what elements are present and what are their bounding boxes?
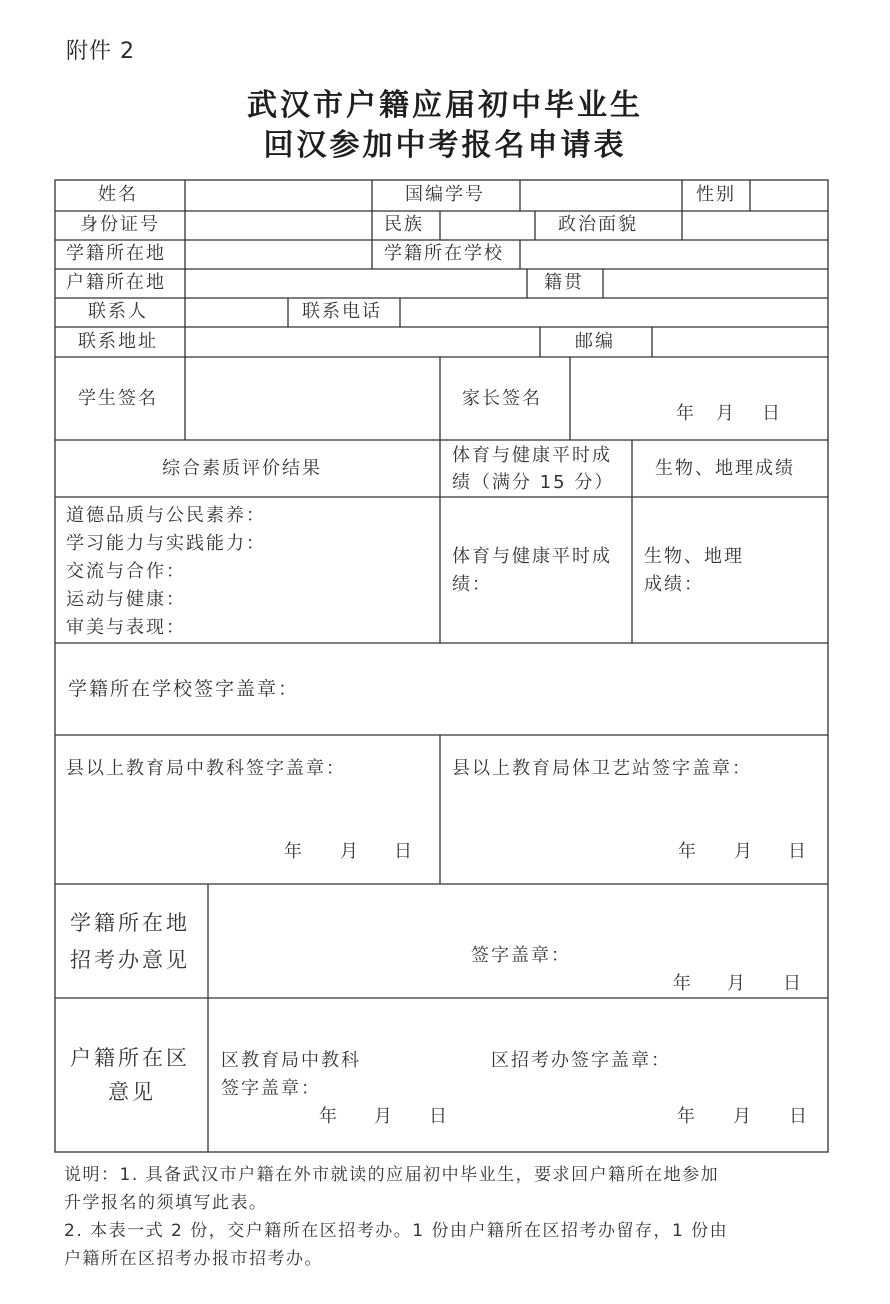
edu-bureau-day: 日 — [394, 841, 414, 862]
district-edu-label-line-1: 区教育局中教科 — [221, 1050, 361, 1071]
contact-address-field[interactable] — [186, 328, 539, 356]
quality-item: 道德品质与公民素养： — [66, 505, 266, 526]
contact-person-label: 联系人 — [88, 301, 148, 322]
district-edu-day: 日 — [429, 1106, 449, 1127]
quality-item: 运动与健康： — [66, 589, 186, 610]
bio-geo-label-line-1: 生物、地理 — [644, 546, 744, 567]
quality-item: 交流与合作： — [66, 561, 186, 582]
exam-office-opinion-cell[interactable] — [209, 885, 827, 997]
district-exam-day: 日 — [789, 1106, 809, 1127]
pe-station-seal-cell[interactable] — [441, 736, 827, 883]
district-edu-label-line-2: 签字盖章： — [221, 1078, 321, 1099]
name-field[interactable] — [186, 181, 371, 210]
exam-office-day: 日 — [783, 973, 803, 994]
note-line-4: 户籍所在区招考办报市招考办。 — [64, 1249, 323, 1269]
pe-score-cell[interactable] — [441, 498, 631, 642]
parent-signature-field[interactable] — [571, 358, 827, 439]
pe-station-month: 月 — [734, 841, 754, 862]
household-location-label: 户籍所在地 — [66, 272, 166, 293]
school-reg-school-label: 学籍所在学校 — [384, 243, 504, 264]
exam-office-sign-label: 签字盖章： — [471, 945, 571, 966]
native-place-label: 籍贯 — [544, 272, 584, 293]
signature-day: 日 — [762, 403, 782, 424]
student-signature-field[interactable] — [186, 358, 439, 439]
postcode-field[interactable] — [653, 328, 827, 356]
id-card-label: 身份证号 — [80, 214, 160, 235]
pe-station-day: 日 — [788, 841, 808, 862]
contact-person-field[interactable] — [186, 299, 287, 326]
exam-office-label-line-2: 招考办意见 — [70, 948, 190, 972]
ethnicity-label: 民族 — [384, 214, 424, 235]
name-label: 姓名 — [98, 184, 138, 205]
quality-eval-header: 综合素质评价结果 — [162, 458, 322, 479]
pe-score-label-line-2: 绩： — [452, 574, 492, 595]
contact-address-label: 联系地址 — [78, 331, 158, 352]
district-exam-year: 年 — [677, 1106, 697, 1127]
note-line-1: 说明：1. 具备武汉市户籍在外市就读的应届初中毕业生，要求回户籍所在地参加 — [64, 1165, 720, 1185]
district-edu-year: 年 — [319, 1106, 339, 1127]
signature-year: 年 — [676, 403, 696, 424]
pe-header-line-1: 体育与健康平时成 — [452, 445, 612, 466]
edu-bureau-year: 年 — [284, 841, 304, 862]
edu-bureau-seal-cell[interactable] — [56, 736, 439, 883]
household-location-field[interactable] — [186, 270, 526, 297]
political-status-field[interactable] — [683, 212, 827, 239]
edu-bureau-seal-label: 县以上教育局中教科签字盖章： — [66, 758, 346, 779]
district-exam-month: 月 — [733, 1106, 753, 1127]
exam-id-field[interactable] — [521, 181, 681, 210]
school-reg-school-field[interactable] — [521, 241, 827, 268]
pe-station-year: 年 — [678, 841, 698, 862]
bio-geo-score-cell[interactable] — [633, 498, 827, 642]
attachment-label: 附件 2 — [66, 39, 135, 64]
gender-field[interactable] — [751, 181, 827, 210]
note-line-2: 升学报名的须填写此表。 — [64, 1193, 268, 1213]
edu-bureau-month: 月 — [340, 841, 360, 862]
district-edu-month: 月 — [374, 1106, 394, 1127]
contact-phone-field[interactable] — [401, 299, 827, 326]
exam-office-label-line-1: 学籍所在地 — [70, 911, 190, 935]
form-title-line-1: 武汉市户籍应届初中毕业生 — [247, 88, 643, 123]
district-opinion-cell[interactable] — [209, 999, 827, 1151]
school-reg-location-field[interactable] — [186, 241, 371, 268]
id-card-field[interactable] — [186, 212, 371, 239]
signature-month: 月 — [716, 403, 736, 424]
quality-item: 审美与表现： — [66, 617, 186, 638]
contact-phone-label: 联系电话 — [302, 301, 382, 322]
note-line-3: 2. 本表一式 2 份，交户籍所在区招考办。1 份由户籍所在区招考办留存，1 份由 — [64, 1221, 729, 1241]
student-signature-label: 学生签名 — [78, 388, 158, 409]
quality-item: 学习能力与实践能力： — [66, 533, 266, 554]
school-seal-label: 学籍所在学校签字盖章： — [68, 678, 300, 700]
bio-geo-label-line-2: 成绩： — [644, 574, 704, 595]
bio-geo-header: 生物、地理成绩 — [655, 458, 795, 479]
school-reg-location-label: 学籍所在地 — [66, 243, 166, 264]
pe-score-label-line-1: 体育与健康平时成 — [452, 546, 612, 567]
native-place-field[interactable] — [604, 270, 827, 297]
pe-station-seal-label: 县以上教育局体卫艺站签字盖章： — [452, 758, 752, 779]
school-seal-cell[interactable] — [56, 644, 827, 734]
pe-header-line-2: 绩（满分 15 分） — [452, 472, 615, 493]
political-status-label: 政治面貌 — [558, 214, 638, 235]
exam-id-label: 国编学号 — [405, 184, 485, 205]
ethnicity-field[interactable] — [441, 212, 534, 239]
exam-office-month: 月 — [727, 973, 747, 994]
exam-office-year: 年 — [673, 973, 693, 994]
district-exam-seal-label: 区招考办签字盖章： — [491, 1050, 671, 1071]
district-opinion-label-line-2: 意见 — [108, 1080, 156, 1104]
form-title-line-2: 回汉参加中考报名申请表 — [263, 128, 627, 163]
quality-eval-cell[interactable] — [56, 498, 439, 642]
postcode-label: 邮编 — [575, 331, 615, 352]
gender-label: 性别 — [696, 184, 736, 205]
parent-signature-label: 家长签名 — [462, 388, 542, 409]
district-opinion-label-line-1: 户籍所在区 — [70, 1046, 190, 1070]
